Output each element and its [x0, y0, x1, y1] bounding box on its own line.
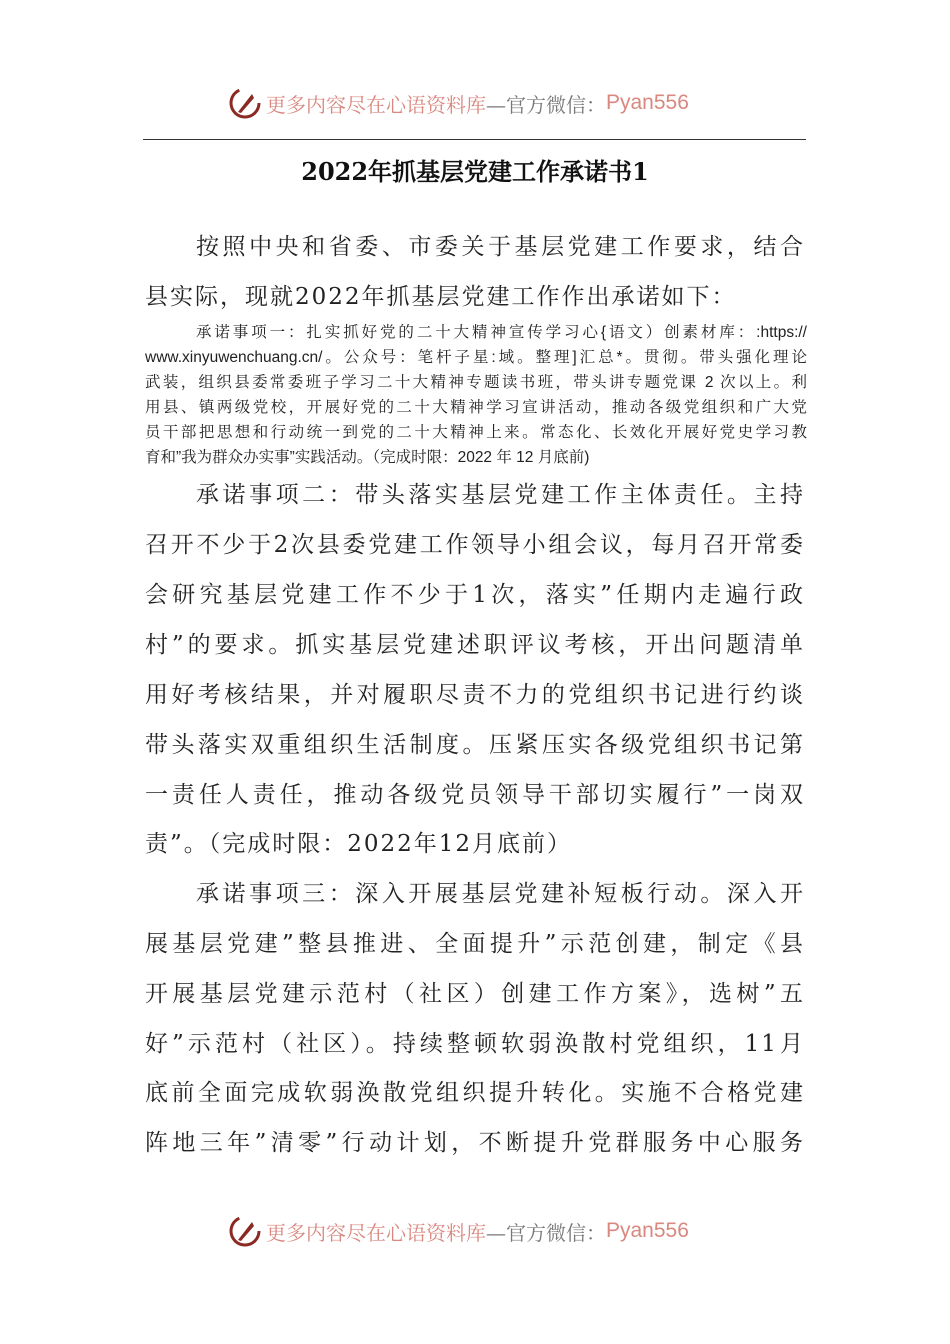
- watermark-wechat-label: —官方微信：: [486, 92, 606, 117]
- item1-line: www.xinyuwenchuang.cn/。公众号：笔杆子星:域。整理]汇总*。贯彻。带头强化理论: [145, 349, 807, 366]
- item3-line: 承诺事项三：深入开展基层党建补短板行动。深入开: [196, 881, 805, 907]
- item1-line: 用县、镇两级党校，开展好党的二十大精神学习宣讲活动，推动各级党组织和广大党: [145, 399, 807, 416]
- item2-line: 用好考核结果，并对履职尽责不力的党组织书记进行约谈: [145, 682, 805, 708]
- intro-line: 县实际，现就2022年抓基层党建工作作出承诺如下：: [145, 284, 737, 310]
- watermark-wechat-label: —官方微信：: [486, 1220, 606, 1245]
- intro-line: 按照中央和省委、市委关于基层党建工作要求，结合: [196, 234, 805, 260]
- item2-line: 责”。（完成时限：2022年12月底前）: [145, 831, 573, 857]
- watermark-text: 更多内容尽在心语资料库: [266, 92, 486, 117]
- item2-line: 一责任人责任，推动各级党员领导干部切实履行”一岗双: [145, 782, 805, 808]
- watermark-wechat-id: Pyan556: [606, 91, 689, 114]
- watermark-header: [228, 83, 689, 123]
- item3-line: 底前全面完成软弱涣散党组织提升转化。实施不合格党建: [145, 1080, 805, 1106]
- watermark-footer: [228, 1211, 689, 1251]
- item3-line: 开展基层党建示范村（社区）创建工作方案》，选树”五: [145, 981, 805, 1007]
- item2-line: 召开不少于2次县委党建工作领导小组会议，每月召开常委: [145, 532, 805, 558]
- item1-line: 员干部把思想和行动统一到党的二十大精神上来。常态化、长效化开展好党史学习教: [145, 424, 807, 441]
- quill-logo-icon: [228, 1214, 262, 1248]
- item2-line: 承诺事项二：带头落实基层党建工作主体责任。主持: [196, 482, 805, 508]
- item3-line: 阵地三年”清零”行动计划，不断提升党群服务中心服务: [145, 1130, 805, 1156]
- item2-line: 会研究基层党建工作不少于1次，落实”任期内走遍行政: [145, 582, 805, 608]
- item1-line: 承诺事项一：扎实抓好党的二十大精神宣传学习心{语文）创素材库：:https://: [196, 324, 807, 341]
- item1-line: 育和”我为群众办实事”实践活动。（完成时限：2022 年 12 月底前): [145, 449, 590, 466]
- item2-line: 村”的要求。抓实基层党建述职评议考核，开出问题清单: [145, 632, 805, 658]
- item2-line: 带头落实双重组织生活制度。压紧压实各级党组织书记第: [145, 732, 805, 758]
- quill-logo-icon: [228, 86, 262, 120]
- item3-line: 展基层党建”整县推进、全面提升”示范创建，制定《县: [145, 931, 805, 957]
- item3-line: 好”示范村（社区）。持续整顿软弱涣散村党组织，11月: [145, 1031, 805, 1057]
- watermark-text: 更多内容尽在心语资料库: [266, 1220, 486, 1245]
- item1-line: 武装，组织县委常委班子学习二十大精神专题读书班，带头讲专题党课 2 次以上。利: [145, 374, 807, 391]
- document-title: 2022年抓基层党建工作承诺书1: [301, 157, 649, 186]
- header-divider: [143, 139, 806, 140]
- watermark-wechat-id: Pyan556: [606, 1219, 689, 1242]
